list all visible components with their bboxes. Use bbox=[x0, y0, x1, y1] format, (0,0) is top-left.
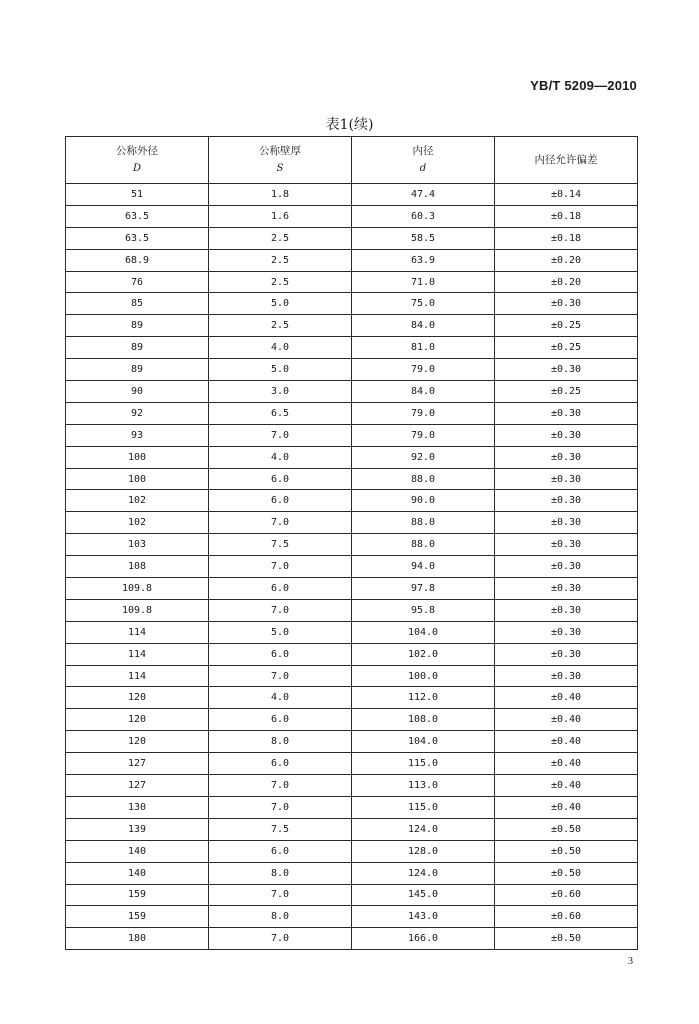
cell-outer-diameter: 100 bbox=[66, 446, 209, 468]
cell-inner-diameter: 97.8 bbox=[352, 578, 495, 600]
cell-wall-thickness: 4.0 bbox=[209, 337, 352, 359]
cell-tolerance: ±0.30 bbox=[495, 621, 638, 643]
cell-wall-thickness: 6.0 bbox=[209, 578, 352, 600]
table-row bbox=[66, 249, 638, 271]
table-row bbox=[66, 840, 638, 862]
cell-wall-thickness: 7.0 bbox=[209, 796, 352, 818]
table-row bbox=[66, 665, 638, 687]
cell-inner-diameter: 79.0 bbox=[352, 359, 495, 381]
cell-inner-diameter: 143.0 bbox=[352, 906, 495, 928]
cell-wall-thickness: 3.0 bbox=[209, 381, 352, 403]
table-header-row bbox=[66, 137, 638, 184]
cell-wall-thickness: 7.0 bbox=[209, 884, 352, 906]
cell-tolerance: ±0.20 bbox=[495, 271, 638, 293]
header-wall-thickness bbox=[209, 137, 352, 184]
cell-wall-thickness: 6.0 bbox=[209, 490, 352, 512]
table-row bbox=[66, 818, 638, 840]
cell-wall-thickness: 6.0 bbox=[209, 709, 352, 731]
cell-tolerance: ±0.50 bbox=[495, 818, 638, 840]
cell-outer-diameter: 63.5 bbox=[66, 205, 209, 227]
cell-wall-thickness: 7.0 bbox=[209, 424, 352, 446]
header-inner-diameter bbox=[352, 137, 495, 184]
cell-outer-diameter: 139 bbox=[66, 818, 209, 840]
table-title: 表1(续) bbox=[325, 117, 374, 133]
table-row bbox=[66, 731, 638, 753]
cell-wall-thickness: 7.0 bbox=[209, 599, 352, 621]
cell-tolerance: ±0.18 bbox=[495, 205, 638, 227]
cell-tolerance: ±0.50 bbox=[495, 928, 638, 950]
table-row bbox=[66, 468, 638, 490]
cell-tolerance: ±0.30 bbox=[495, 402, 638, 424]
table-row bbox=[66, 446, 638, 468]
cell-wall-thickness: 4.0 bbox=[209, 687, 352, 709]
cell-tolerance: ±0.30 bbox=[495, 490, 638, 512]
cell-tolerance: ±0.20 bbox=[495, 249, 638, 271]
header-symbol: D bbox=[132, 163, 142, 174]
cell-inner-diameter: 95.8 bbox=[352, 599, 495, 621]
cell-tolerance: ±0.30 bbox=[495, 643, 638, 665]
table-row bbox=[66, 599, 638, 621]
cell-tolerance: ±0.25 bbox=[495, 315, 638, 337]
cell-inner-diameter: 88.0 bbox=[352, 468, 495, 490]
cell-outer-diameter: 114 bbox=[66, 665, 209, 687]
cell-inner-diameter: 75.0 bbox=[352, 293, 495, 315]
cell-wall-thickness: 7.0 bbox=[209, 665, 352, 687]
cell-tolerance: ±0.50 bbox=[495, 862, 638, 884]
cell-outer-diameter: 159 bbox=[66, 906, 209, 928]
cell-inner-diameter: 84.0 bbox=[352, 381, 495, 403]
standard-code: YB/T 5209—2010 bbox=[530, 78, 637, 93]
table-row bbox=[66, 184, 638, 206]
cell-tolerance: ±0.50 bbox=[495, 840, 638, 862]
table-row bbox=[66, 227, 638, 249]
cell-wall-thickness: 5.0 bbox=[209, 359, 352, 381]
cell-wall-thickness: 7.0 bbox=[209, 775, 352, 797]
cell-tolerance: ±0.40 bbox=[495, 753, 638, 775]
table-row bbox=[66, 775, 638, 797]
cell-wall-thickness: 5.0 bbox=[209, 621, 352, 643]
cell-outer-diameter: 102 bbox=[66, 512, 209, 534]
cell-outer-diameter: 76 bbox=[66, 271, 209, 293]
cell-tolerance: ±0.40 bbox=[495, 775, 638, 797]
cell-tolerance: ±0.40 bbox=[495, 796, 638, 818]
cell-wall-thickness: 7.0 bbox=[209, 556, 352, 578]
cell-inner-diameter: 92.0 bbox=[352, 446, 495, 468]
cell-outer-diameter: 130 bbox=[66, 796, 209, 818]
header-symbol: d bbox=[419, 163, 427, 174]
cell-tolerance: ±0.30 bbox=[495, 468, 638, 490]
cell-tolerance: ±0.30 bbox=[495, 359, 638, 381]
cell-outer-diameter: 93 bbox=[66, 424, 209, 446]
table-row bbox=[66, 556, 638, 578]
cell-inner-diameter: 166.0 bbox=[352, 928, 495, 950]
cell-tolerance: ±0.30 bbox=[495, 534, 638, 556]
cell-outer-diameter: 180 bbox=[66, 928, 209, 950]
cell-outer-diameter: 89 bbox=[66, 337, 209, 359]
cell-outer-diameter: 114 bbox=[66, 621, 209, 643]
header-label: 内径允许偏差 bbox=[534, 153, 598, 166]
table-row bbox=[66, 424, 638, 446]
cell-tolerance: ±0.60 bbox=[495, 884, 638, 906]
cell-inner-diameter: 63.9 bbox=[352, 249, 495, 271]
cell-outer-diameter: 100 bbox=[66, 468, 209, 490]
cell-inner-diameter: 108.0 bbox=[352, 709, 495, 731]
cell-tolerance: ±0.14 bbox=[495, 184, 638, 206]
cell-tolerance: ±0.60 bbox=[495, 906, 638, 928]
cell-tolerance: ±0.30 bbox=[495, 512, 638, 534]
cell-outer-diameter: 109.8 bbox=[66, 578, 209, 600]
cell-outer-diameter: 103 bbox=[66, 534, 209, 556]
header-label: 公称外径 bbox=[116, 145, 158, 157]
cell-wall-thickness: 5.0 bbox=[209, 293, 352, 315]
cell-tolerance: ±0.25 bbox=[495, 381, 638, 403]
cell-inner-diameter: 115.0 bbox=[352, 796, 495, 818]
table-row bbox=[66, 796, 638, 818]
cell-inner-diameter: 88.0 bbox=[352, 534, 495, 556]
cell-outer-diameter: 63.5 bbox=[66, 227, 209, 249]
cell-wall-thickness: 8.0 bbox=[209, 731, 352, 753]
dimension-table bbox=[65, 136, 638, 950]
cell-inner-diameter: 124.0 bbox=[352, 818, 495, 840]
cell-inner-diameter: 90.0 bbox=[352, 490, 495, 512]
cell-tolerance: ±0.30 bbox=[495, 556, 638, 578]
cell-outer-diameter: 102 bbox=[66, 490, 209, 512]
table-row bbox=[66, 643, 638, 665]
cell-outer-diameter: 92 bbox=[66, 402, 209, 424]
cell-outer-diameter: 109.8 bbox=[66, 599, 209, 621]
cell-tolerance: ±0.25 bbox=[495, 337, 638, 359]
cell-wall-thickness: 7.0 bbox=[209, 928, 352, 950]
header-tolerance bbox=[495, 137, 638, 184]
table-row bbox=[66, 687, 638, 709]
cell-wall-thickness: 2.5 bbox=[209, 227, 352, 249]
cell-inner-diameter: 100.0 bbox=[352, 665, 495, 687]
table-body bbox=[66, 184, 638, 950]
cell-outer-diameter: 68.9 bbox=[66, 249, 209, 271]
header-symbol: S bbox=[276, 163, 284, 174]
cell-outer-diameter: 89 bbox=[66, 359, 209, 381]
cell-inner-diameter: 71.0 bbox=[352, 271, 495, 293]
cell-outer-diameter: 89 bbox=[66, 315, 209, 337]
cell-wall-thickness: 6.0 bbox=[209, 753, 352, 775]
cell-outer-diameter: 120 bbox=[66, 687, 209, 709]
cell-outer-diameter: 159 bbox=[66, 884, 209, 906]
cell-inner-diameter: 58.5 bbox=[352, 227, 495, 249]
cell-inner-diameter: 102.0 bbox=[352, 643, 495, 665]
cell-wall-thickness: 7.5 bbox=[209, 818, 352, 840]
cell-wall-thickness: 7.0 bbox=[209, 512, 352, 534]
cell-wall-thickness: 4.0 bbox=[209, 446, 352, 468]
cell-outer-diameter: 127 bbox=[66, 753, 209, 775]
cell-inner-diameter: 112.0 bbox=[352, 687, 495, 709]
header-label: 公称壁厚 bbox=[259, 145, 301, 157]
table-row bbox=[66, 709, 638, 731]
table-row bbox=[66, 271, 638, 293]
table-row bbox=[66, 578, 638, 600]
cell-wall-thickness: 2.5 bbox=[209, 315, 352, 337]
table-row bbox=[66, 359, 638, 381]
table-row bbox=[66, 884, 638, 906]
table-row bbox=[66, 205, 638, 227]
cell-tolerance: ±0.40 bbox=[495, 687, 638, 709]
cell-wall-thickness: 6.5 bbox=[209, 402, 352, 424]
cell-tolerance: ±0.30 bbox=[495, 293, 638, 315]
cell-inner-diameter: 113.0 bbox=[352, 775, 495, 797]
cell-wall-thickness: 7.5 bbox=[209, 534, 352, 556]
cell-inner-diameter: 94.0 bbox=[352, 556, 495, 578]
cell-inner-diameter: 88.0 bbox=[352, 512, 495, 534]
cell-wall-thickness: 8.0 bbox=[209, 862, 352, 884]
cell-inner-diameter: 104.0 bbox=[352, 731, 495, 753]
cell-outer-diameter: 108 bbox=[66, 556, 209, 578]
table-row bbox=[66, 928, 638, 950]
cell-tolerance: ±0.30 bbox=[495, 446, 638, 468]
cell-tolerance: ±0.30 bbox=[495, 665, 638, 687]
cell-wall-thickness: 6.0 bbox=[209, 643, 352, 665]
cell-inner-diameter: 47.4 bbox=[352, 184, 495, 206]
cell-inner-diameter: 79.0 bbox=[352, 402, 495, 424]
cell-inner-diameter: 60.3 bbox=[352, 205, 495, 227]
cell-inner-diameter: 128.0 bbox=[352, 840, 495, 862]
cell-outer-diameter: 127 bbox=[66, 775, 209, 797]
cell-inner-diameter: 104.0 bbox=[352, 621, 495, 643]
cell-wall-thickness: 2.5 bbox=[209, 271, 352, 293]
table-row bbox=[66, 337, 638, 359]
cell-tolerance: ±0.30 bbox=[495, 599, 638, 621]
cell-outer-diameter: 85 bbox=[66, 293, 209, 315]
header-label: 内径 bbox=[412, 145, 434, 157]
cell-tolerance: ±0.40 bbox=[495, 709, 638, 731]
cell-inner-diameter: 145.0 bbox=[352, 884, 495, 906]
table-row bbox=[66, 862, 638, 884]
table-row bbox=[66, 621, 638, 643]
cell-tolerance: ±0.18 bbox=[495, 227, 638, 249]
cell-outer-diameter: 90 bbox=[66, 381, 209, 403]
cell-tolerance: ±0.30 bbox=[495, 424, 638, 446]
cell-tolerance: ±0.40 bbox=[495, 731, 638, 753]
cell-inner-diameter: 84.0 bbox=[352, 315, 495, 337]
cell-inner-diameter: 115.0 bbox=[352, 753, 495, 775]
cell-inner-diameter: 124.0 bbox=[352, 862, 495, 884]
cell-wall-thickness: 1.8 bbox=[209, 184, 352, 206]
table-row bbox=[66, 315, 638, 337]
cell-wall-thickness: 1.6 bbox=[209, 205, 352, 227]
cell-outer-diameter: 120 bbox=[66, 709, 209, 731]
cell-outer-diameter: 120 bbox=[66, 731, 209, 753]
table-row bbox=[66, 512, 638, 534]
table-row bbox=[66, 534, 638, 556]
cell-inner-diameter: 79.0 bbox=[352, 424, 495, 446]
table-row bbox=[66, 490, 638, 512]
table-row bbox=[66, 293, 638, 315]
cell-wall-thickness: 2.5 bbox=[209, 249, 352, 271]
page-number: 3 bbox=[628, 956, 633, 967]
table-row bbox=[66, 753, 638, 775]
cell-outer-diameter: 140 bbox=[66, 840, 209, 862]
table-row bbox=[66, 381, 638, 403]
cell-tolerance: ±0.30 bbox=[495, 578, 638, 600]
cell-outer-diameter: 51 bbox=[66, 184, 209, 206]
cell-wall-thickness: 6.0 bbox=[209, 840, 352, 862]
cell-wall-thickness: 6.0 bbox=[209, 468, 352, 490]
cell-inner-diameter: 81.0 bbox=[352, 337, 495, 359]
cell-outer-diameter: 114 bbox=[66, 643, 209, 665]
cell-wall-thickness: 8.0 bbox=[209, 906, 352, 928]
table-row bbox=[66, 906, 638, 928]
cell-outer-diameter: 140 bbox=[66, 862, 209, 884]
table-row bbox=[66, 402, 638, 424]
header-outer-diameter bbox=[66, 137, 209, 184]
